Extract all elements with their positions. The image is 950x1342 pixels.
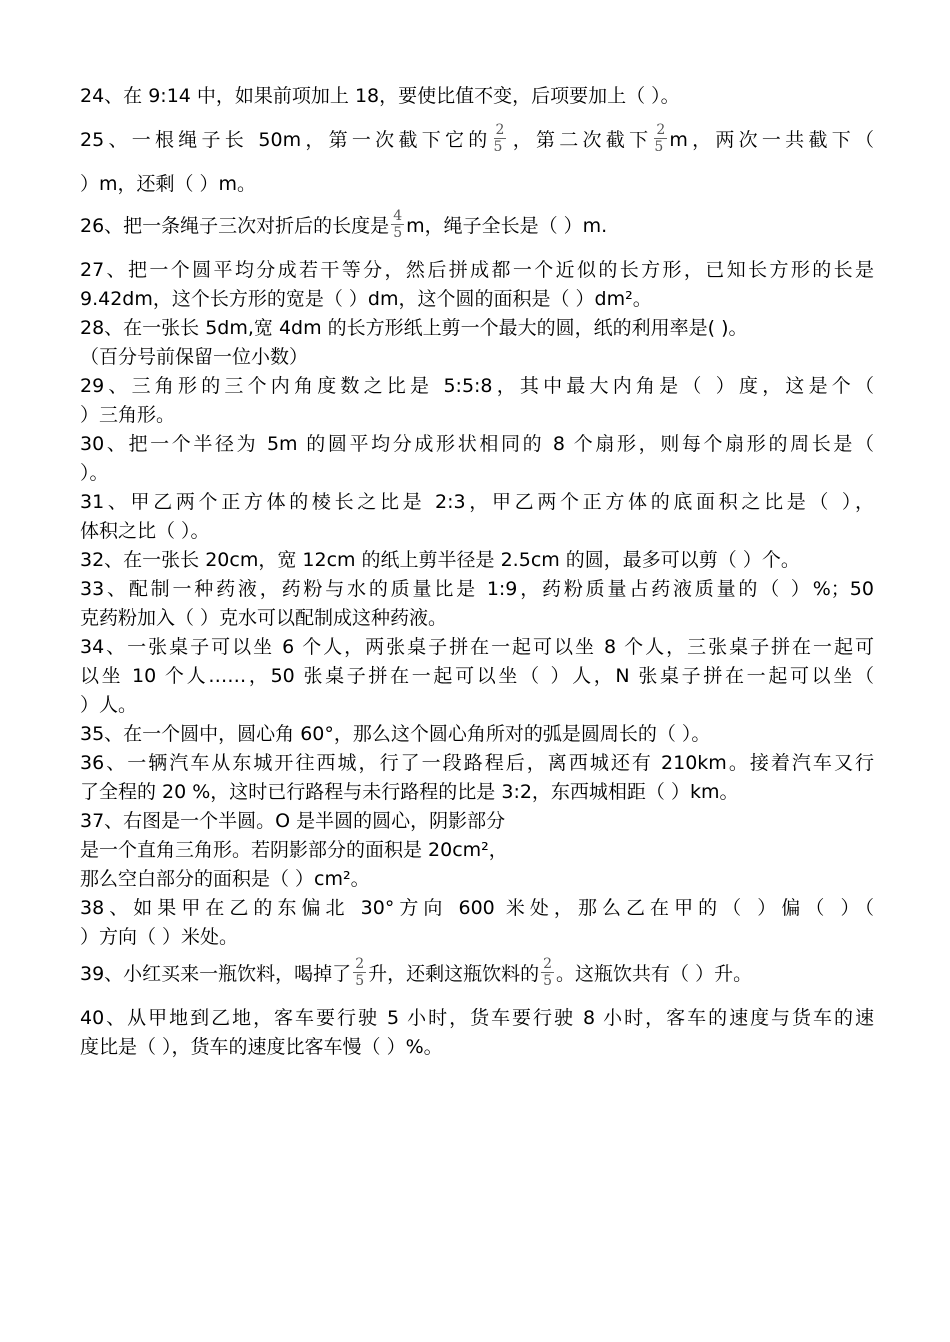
fraction-two-fifths: $\frac{2}{5}$ bbox=[543, 956, 553, 989]
question-34-line-2: 以坐 10 个人……，50 张桌子拼在一起可以坐（ ）人，N 张桌子拼在一起可以坐（ bbox=[80, 665, 874, 687]
question-27-line-1: 27、把一个圆平均分成若干等分，然后拼成都一个近似的长方形，已知长方形的长是 bbox=[80, 259, 874, 281]
fraction-two-fifths: $\frac{2}{5}$ bbox=[654, 122, 666, 155]
question-38-line-2: ）方向（ ）米处。 bbox=[80, 926, 239, 948]
question-31-line-1: 31、甲乙两个正方体的棱长之比是 2:3，甲乙两个正方体的底面积之比是（ ）， bbox=[80, 491, 874, 513]
question-31-line-2: 体积之比（ ）。 bbox=[80, 520, 210, 542]
question-39: 39、小红买来一瓶饮料，喝掉了 $\frac{2}{5}$ 升，还剩这瓶饮料的 $\frac{2}{5}$ 。这瓶饮共有（ ）升。 bbox=[80, 956, 753, 989]
question-35: 35、在一个圆中，圆心角 60°，那么这个圆心角所对的弧是圆周长的（ ）。 bbox=[80, 723, 711, 745]
question-24: 24、在 9:14 中，如果前项加上 18，要使比值不变，后项要加上（ ）。 bbox=[80, 85, 680, 107]
question-40-line-2: 度比是（ ），货车的速度比客车慢（ ）%。 bbox=[80, 1036, 443, 1058]
question-28-line-1: 28、在一张长 5dm,宽 4dm 的长方形纸上剪一个最大的圆，纸的利用率是( )。 bbox=[80, 317, 748, 339]
question-34-line-1: 34、一张桌子可以坐 6 个人，两张桌子拼在一起可以坐 8 个人，三张桌子拼在一起可 bbox=[80, 636, 874, 658]
question-27-line-2: 9.42dm，这个长方形的宽是（ ）dm，这个圆的面积是（ ）dm²。 bbox=[80, 288, 652, 310]
question-37-line-2: 是一个直角三角形。若阴影部分的面积是 20cm²， bbox=[80, 839, 508, 861]
question-26: 26、把一条绳子三次对折后的长度是 $\frac{4}{5}$ m，绳子全长是（ ）m. bbox=[80, 208, 608, 241]
question-33-line-1: 33、配制一种药液，药粉与水的质量比是 1:9，药粉质量占药液质量的（ ）%；50 bbox=[80, 578, 874, 600]
question-33-line-2: 克药粉加入（ ）克水可以配制成这种药液。 bbox=[80, 607, 448, 629]
question-29-line-1: 29、三角形的三个内角度数之比是 5:5:8，其中最大内角是（ ）度，这是个（ bbox=[80, 375, 874, 397]
question-29-line-2: ）三角形。 bbox=[80, 404, 176, 426]
question-38-line-1: 38、如果甲在乙的东偏北 30°方向 600 米处，那么乙在甲的（ ）偏（ ）（ bbox=[80, 897, 874, 919]
fraction-two-fifths: $\frac{2}{5}$ bbox=[355, 956, 365, 989]
question-30-line-2: ）。 bbox=[80, 462, 109, 484]
fraction-four-fifths: $\frac{4}{5}$ bbox=[393, 208, 403, 241]
question-25-line-2: ）m，还剩（ ）m。 bbox=[80, 173, 257, 195]
fraction-two-fifths: $\frac{2}{5}$ bbox=[493, 122, 505, 155]
question-34-line-3: ）人。 bbox=[80, 694, 138, 716]
question-28-line-2: （百分号前保留一位小数） bbox=[80, 346, 309, 368]
question-37-line-1: 37、右图是一个半圆。O 是半圆的圆心，阴影部分 bbox=[80, 810, 506, 832]
question-32: 32、在一张长 20cm，宽 12cm 的纸上剪半径是 2.5cm 的圆，最多可以剪（ ）个。 bbox=[80, 549, 800, 571]
question-37-line-3: 那么空白部分的面积是（ ）cm²。 bbox=[80, 868, 370, 890]
question-36-line-2: 了全程的 20 %，这时已行路程与未行路程的比是 3:2，东西城相距（ ）km。 bbox=[80, 781, 739, 803]
question-25-line-1: 25、一根绳子长 50m，第一次截下它的 $\frac{2}{5}$ ，第二次截下 $\frac{2}{5}$ m，两次一共截下（ bbox=[80, 122, 875, 155]
question-40-line-1: 40、从甲地到乙地，客车要行驶 5 小时，货车要行驶 8 小时，客车的速度与货车的速 bbox=[80, 1007, 874, 1029]
question-36-line-1: 36、一辆汽车从东城开往西城，行了一段路程后，离西城还有 210km。接着汽车又行 bbox=[80, 752, 874, 774]
question-30-line-1: 30、把一个半径为 5m 的圆平均分成形状相同的 8 个扇形，则每个扇形的周长是（ bbox=[80, 433, 874, 455]
